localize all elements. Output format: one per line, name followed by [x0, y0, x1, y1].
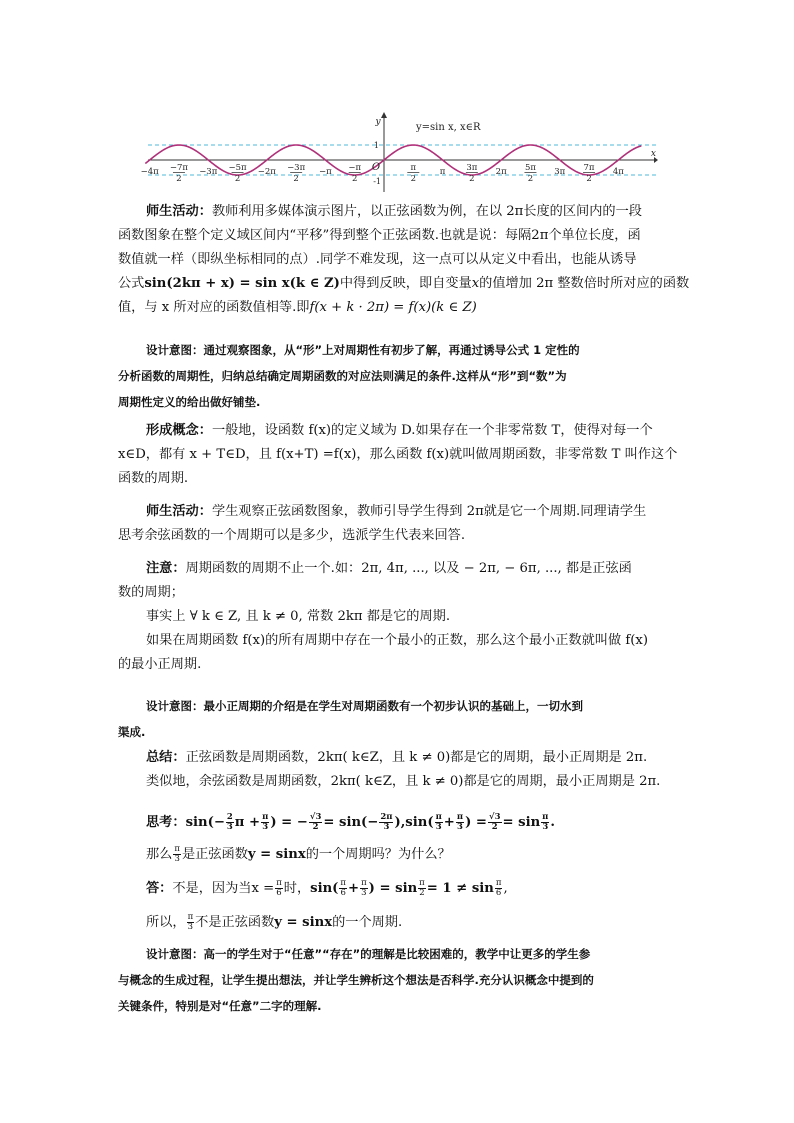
text-line: x∈D，都有 x + T∈D，且 f(x+T) =f(x)，那么函数 f(x)就叫做周期函数，非零常数 T 叫作这个: [118, 447, 678, 462]
formula-part: ) = −: [270, 815, 308, 830]
denominator: 3: [187, 922, 194, 932]
fraction: [360, 879, 368, 898]
formula: f(x + k · 2π) = f(x)(k ∈ Z): [309, 300, 477, 315]
x-tick-neg-1-num: −7π: [169, 163, 189, 173]
fraction: [261, 813, 269, 832]
y-axis-label: y: [375, 117, 381, 127]
note: [118, 557, 678, 677]
text-part: 的一个周期.: [332, 915, 403, 930]
text-line: 值，与 x 所对应的函数值相等.即: [118, 300, 310, 315]
formula-part: = sin: [502, 815, 541, 830]
fraction: [275, 879, 283, 898]
x-tick-neg-6: −π: [319, 167, 332, 177]
text-line: 最小正周期的介绍是在学生对周期函数有一个初步认识的基础上，一切水到: [203, 699, 583, 713]
fraction: [173, 845, 181, 864]
text-line: 函数的周期.: [118, 471, 189, 486]
denominator: 3: [361, 888, 367, 898]
text-line: 通过观察图象，从“形”上对周期性有初步了解，再通过诱导公式 1 定性的: [203, 343, 580, 357]
text-line: 周期函数的周期不止一个.如：2π, 4π, ..., 以及 − 2π, − 6π, ..., 都是正弦函: [185, 561, 632, 576]
text-line: 类似地，余弦函数是周期函数，2kπ( k∈Z，且 k ≠ 0)都是它的周期，最小正周期是 2π.: [146, 774, 661, 789]
text-line: 中得到反映，即自变量: [339, 276, 472, 291]
numerator: 2π: [380, 812, 393, 822]
y-tick-1: 1: [373, 141, 379, 150]
formula-part: = 1 ≠ sin: [426, 881, 494, 896]
text-part: 不是正弦函数: [195, 915, 275, 930]
denominator: 3: [174, 854, 180, 864]
x-tick-pos-5: 3π: [554, 167, 566, 177]
fraction: [456, 813, 464, 832]
denominator: 3: [542, 822, 549, 832]
x-tick-neg-1-den: 2: [176, 174, 182, 184]
x-axis-label: x: [650, 149, 656, 159]
text-line: 与概念的生成过程，让学生提出想法，并让学生辨析这个想法是否科学.充分认识概念中提到的: [118, 973, 594, 987]
x-tick-pos-6-den: 2: [586, 174, 592, 184]
text-line: 一般地，设函数 f(x)的定义域为 D.如果存在一个非零常数 T，使得对每一个: [211, 423, 653, 438]
text-line: 渠成.: [118, 725, 146, 739]
numerator: π: [174, 844, 180, 854]
text-part: ,: [503, 881, 508, 896]
denominator: 6: [340, 888, 346, 898]
text-line: 高一的学生对于“任意”“存在”的理解是比较困难的，教学中让更多的学生参: [203, 947, 591, 961]
formula-part: sin(−: [185, 815, 225, 830]
summary: [118, 746, 678, 794]
numerator: π: [456, 812, 464, 822]
formula-part: π +: [234, 815, 261, 830]
numerator: π: [495, 878, 502, 888]
numerator: √3: [488, 812, 501, 822]
x-tick-pos-3: 2π: [495, 167, 507, 177]
denominator: 3: [262, 822, 269, 832]
x-tick-pos-1: π: [439, 167, 446, 177]
text-part: 的一个周期吗？为什么？: [305, 847, 451, 862]
design-intent-1: [118, 337, 678, 415]
paragraph-teacher-activity-2: [118, 500, 678, 548]
x-tick-pos-2-den: 2: [469, 174, 475, 184]
label: 设计意图：: [146, 699, 204, 713]
text-line: 数的周期；: [118, 585, 184, 600]
origin-label: O: [371, 162, 381, 173]
numerator: √3: [309, 812, 322, 822]
x-tick-pos-0-den: 2: [410, 174, 417, 184]
numerator: π: [340, 878, 347, 888]
label: 注意：: [146, 561, 186, 576]
text-line: 数值就一样（即纵坐标相同的点）.同学不难发现，这一点可以从定义中看出，也能从诱导: [118, 252, 637, 267]
formula-part: +: [443, 815, 455, 830]
label: 设计意图：: [146, 343, 204, 357]
numerator: π: [276, 878, 282, 888]
numerator: π: [419, 878, 425, 888]
x-tick-neg-3-num: −5π: [228, 163, 247, 173]
answer: [118, 874, 678, 904]
x-tick-neg-7-den: 2: [351, 174, 358, 184]
label: 答：: [146, 881, 173, 896]
label: 师生活动：: [146, 204, 212, 219]
fraction: [339, 879, 347, 898]
text-line: 如果在周期函数 f(x)的所有周期中存在一个最小的正数，那么这个最小正数就叫做 f(x): [146, 633, 648, 648]
x-tick-pos-0-num: π: [410, 163, 417, 173]
formula-part: +: [348, 881, 360, 896]
text-line: 正弦函数是周期函数，2kπ( k∈Z，且 k ≠ 0)都是它的周期，最小正周期是 2π.: [185, 750, 648, 765]
text-line: 事实上 ∀ k ∈ Z, 且 k ≠ 0, 常数 2kπ 都是它的周期.: [146, 609, 451, 624]
concept-definition: [118, 419, 678, 491]
chart-title: y=sin x, x∈R: [416, 122, 481, 133]
denominator: 3: [457, 822, 463, 832]
x-tick-pos-6-num: 7π: [583, 163, 595, 173]
numerator: π: [361, 878, 367, 888]
text-line: 教师利用多媒体演示图片，以正弦函数为例，在以 2π长度的区间内的一段: [211, 204, 642, 219]
x-tick-pos-2-num: 3π: [466, 163, 478, 173]
denominator: 6: [276, 888, 282, 898]
text-line: x: [471, 276, 480, 291]
denominator: 2: [419, 888, 425, 898]
text-part: 不是，因为当: [172, 881, 252, 896]
label: 师生活动：: [146, 504, 212, 519]
text-line: 分析函数的周期性，归纳总结确定周期函数的对应法则满足的条件.这样从“形”到“数”为: [118, 369, 567, 383]
denominator: 6: [495, 888, 502, 898]
x-tick-pos-7: 4π: [612, 167, 624, 177]
formula: sin(2kπ + x) = sin x(k ∈ Z): [144, 276, 340, 291]
label: 总结：: [146, 750, 186, 765]
x-tick-neg-0: −4π: [140, 167, 159, 177]
x-tick-neg-5-num: −3π: [287, 163, 306, 173]
label: 形成概念：: [146, 423, 212, 438]
conclusion: [118, 908, 678, 938]
x-tick-neg-4: −2π: [257, 167, 276, 177]
numerator: π: [187, 912, 194, 922]
numerator: π: [435, 812, 442, 822]
text-line: 周期性定义的给出做好铺垫.: [118, 395, 261, 409]
x-tick-neg-2: −3π: [199, 167, 218, 177]
x-tick-neg-5-den: 2: [293, 174, 299, 184]
denominator: 3: [383, 822, 390, 832]
y-tick-neg1: -1: [373, 177, 381, 186]
text-part: 所以，: [146, 915, 186, 930]
think: [118, 808, 678, 838]
fraction: [495, 879, 503, 898]
numerator: π: [542, 812, 549, 822]
paragraph-teacher-activity: [118, 200, 690, 320]
text-line: 函数图象在整个定义域区间内“平移”得到整个正弦函数.也就是说：每隔2π个单位长度，函: [118, 228, 641, 243]
fraction: [418, 879, 426, 898]
formula: y = sinx: [247, 847, 306, 862]
fraction: [435, 813, 443, 832]
text-part: 那么: [146, 847, 173, 862]
sine-graph: [140, 112, 658, 194]
fraction: [379, 813, 393, 832]
text-line: 的值增加 2π 整数倍时所对应的函数: [479, 276, 690, 291]
formula-part: x =: [251, 881, 275, 896]
text-line: 学生观察正弦函数图象，教师引导学生得到 2π就是它一个周期.同理请学生: [211, 504, 647, 519]
numerator: 2: [226, 812, 233, 822]
x-tick-neg-7-num: −π: [348, 163, 362, 173]
formula-part: .: [550, 815, 555, 830]
fraction: [187, 913, 195, 932]
formula-part: ) =: [465, 815, 487, 830]
label: 思考：: [146, 815, 186, 830]
question: [118, 840, 678, 870]
label: 设计意图：: [146, 947, 204, 961]
formula-part: = sin(−: [323, 815, 379, 830]
denominator: 3: [435, 822, 442, 832]
text-line: 公式: [118, 276, 145, 291]
text-part: 时，: [283, 881, 311, 896]
design-intent-3: [118, 941, 678, 1019]
x-tick-pos-4-den: 2: [527, 174, 534, 184]
formula-part: ) = sin: [368, 881, 418, 896]
text-line: 思考余弦函数的一个周期可以是多少，选派学生代表来回答.: [118, 528, 466, 543]
fraction: [541, 813, 549, 832]
design-intent-2: [118, 693, 678, 745]
fraction: [309, 813, 323, 832]
numerator: π: [262, 812, 269, 822]
denominator: 2: [491, 822, 498, 832]
formula-part: ),sin(: [394, 815, 434, 830]
y-axis-arrow: [381, 112, 387, 118]
denominator: 3: [226, 822, 233, 832]
text-line: 关键条件，特别是对“任意”二字的理解.: [118, 999, 322, 1013]
denominator: 2: [312, 822, 319, 832]
text-part: 是正弦函数: [181, 847, 248, 862]
text-line: 的最小正周期.: [118, 657, 202, 672]
formula-part: sin(: [310, 881, 339, 896]
fraction: [488, 813, 502, 832]
fraction: [226, 813, 234, 832]
x-tick-pos-4-num: 5π: [524, 163, 536, 173]
formula: y = sinx: [274, 915, 333, 930]
think-formula: [185, 812, 555, 832]
x-tick-neg-3-den: 2: [234, 174, 241, 184]
